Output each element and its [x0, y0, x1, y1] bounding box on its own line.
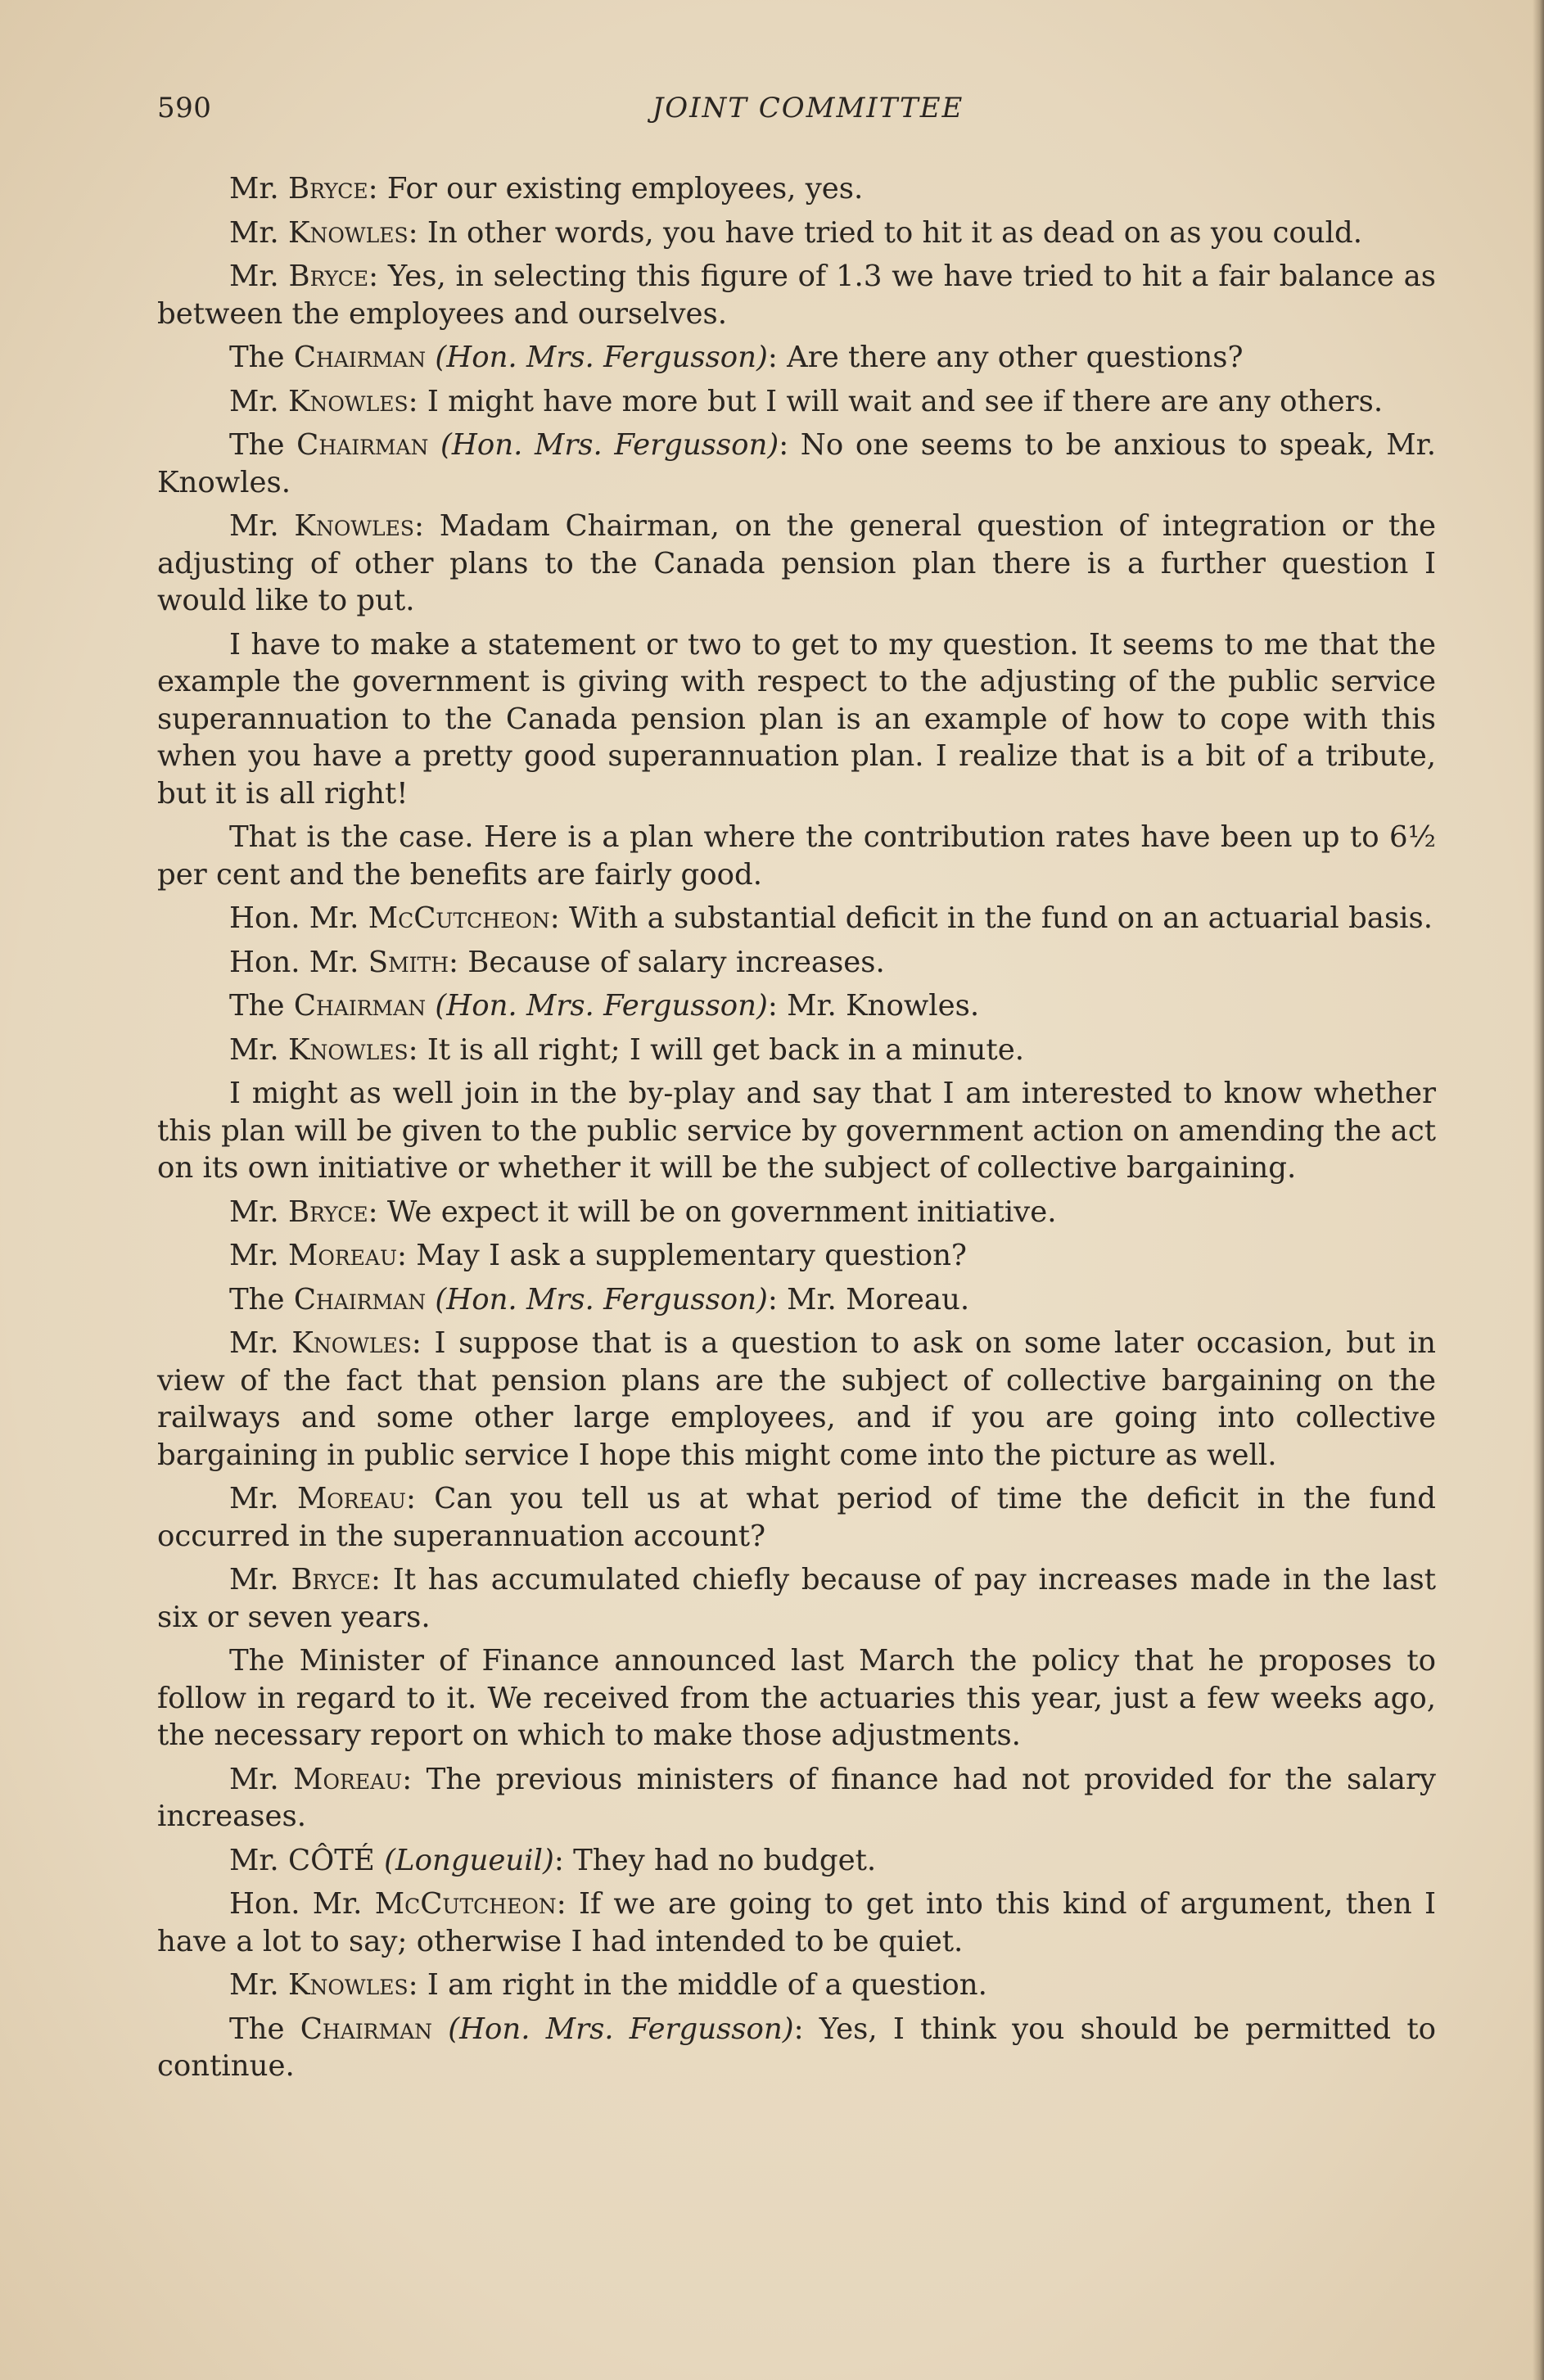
speaker-name: The Chairman	[229, 1282, 427, 1316]
paragraph-text: I have to make a statement or two to get to my question. It seems to me that the example the government is giving with respect to the adjusting of the public service superannuation to the Canada pension plan is an example of how to cope with this when you have a pretty good superannuation plan. I realize that is a bit of a tribute, but it is all right!	[157, 627, 1436, 811]
page-edge-shadow	[1533, 0, 1544, 2380]
speaker-qualifier: (Hon. Mrs. Fergusson)	[440, 428, 779, 462]
paragraph-text: With a substantial deficit in the fund on an actuarial basis.	[568, 901, 1433, 935]
running-head: JOINT COMMITTEE	[652, 92, 964, 124]
transcript-body	[157, 170, 1436, 2092]
speaker-name: The Chairman	[229, 341, 427, 374]
transcript-paragraph	[157, 626, 1436, 813]
paragraph-text: I am right in the middle of a question.	[427, 1968, 987, 2002]
transcript-paragraph: Mr. CÔTÉ (Longueuil): They had no budget.	[229, 1843, 877, 1877]
paragraph-text: It has accumulated chiefly because of pay increases made in the last six or seven years.	[157, 1563, 1436, 1634]
paragraph-text: That is the case. Here is a plan where the contribution rates have been up to 6½ per cent and the benefits are fairly good.	[157, 820, 1436, 892]
paragraph-text: I suppose that is a question to ask on some later occasion, but in view of the fact that pension plans are the subject of collective bargaining on the railways and some other large employees, and if you are going into collective bargaining in public service I hope this might come into the picture as well.	[157, 1326, 1436, 1472]
paragraph-text: We expect it will be on government initiative.	[386, 1195, 1057, 1229]
transcript-paragraph: Mr. Knowles: I might have more but I will wait and see if there are any others.	[229, 384, 1384, 418]
paragraph-text: For our existing employees, yes.	[386, 172, 864, 205]
paragraph-text: Mr. Moreau.	[787, 1282, 970, 1316]
transcript-paragraph: Mr. Knowles: I suppose that is a question to ask on some later occasion, but in view of the fact that pension plans are the subject of collective bargaining on the railways and some other large employees, and if you are going into collective bargaining in public service I hope this might come into the picture as well.	[157, 1326, 1436, 1472]
paragraph-text: No one seems to be anxious to speak, Mr. Knowles.	[157, 428, 1436, 499]
transcript-paragraph	[157, 819, 1436, 893]
transcript-paragraph: Hon. Mr. Smith: Because of salary increases.	[229, 945, 885, 979]
paragraph-text: Yes, in selecting this figure of 1.3 we have tried to hit a fair balance as between the employees and ourselves.	[157, 260, 1436, 331]
speaker-name: Mr. Moreau	[229, 1482, 406, 1515]
speaker-name: Mr. Knowles	[229, 1326, 412, 1360]
transcript-paragraph: The Chairman (Hon. Mrs. Fergusson): No one seems to be anxious to speak, Mr. Knowles.	[157, 428, 1436, 499]
transcript-paragraph: Mr. Bryce: We expect it will be on government initiative.	[229, 1195, 1057, 1229]
speaker-name: Mr. Knowles	[229, 1032, 409, 1067]
paragraph-text: Mr. Knowles.	[787, 989, 980, 1023]
speaker-qualifier: (Hon. Mrs. Fergusson)	[435, 989, 768, 1023]
transcript-paragraph: Mr. Knowles: In other words, you have tried to hit it as dead on as you could.	[229, 215, 1362, 250]
transcript-paragraph: Mr. Bryce: Yes, in selecting this figure of 1.3 we have tried to hit a fair balance as between the employees and ourselves.	[157, 260, 1436, 331]
speaker-name: Mr. Knowles	[229, 509, 414, 543]
transcript-paragraph: Mr. Knowles: It is all right; I will get back in a minute.	[229, 1032, 1024, 1067]
transcript-paragraph: Mr. Moreau: The previous ministers of finance had not provided for the salary increases.	[157, 1762, 1436, 1833]
speaker-name: Mr. CÔTÉ	[229, 1843, 375, 1877]
transcript-paragraph: Mr. Knowles: I am right in the middle of a question.	[229, 1968, 987, 2002]
speaker-qualifier: (Hon. Mrs. Fergusson)	[435, 1282, 768, 1316]
speaker-name: The Chairman	[229, 2012, 433, 2046]
transcript-paragraph: The Chairman (Hon. Mrs. Fergusson): Mr. Knowles.	[229, 989, 980, 1023]
speaker-name: Mr. Bryce	[229, 172, 368, 205]
speaker-name: Mr. Bryce	[229, 1195, 368, 1229]
paragraph-text: I might as well join in the by-play and say that I am interested to know whether this plan will be given to the public service by government action on amending the act on its own initiative or whether it will be the subject of collective bargaining.	[157, 1077, 1436, 1185]
transcript-paragraph: The Chairman (Hon. Mrs. Fergusson): Mr. Moreau.	[229, 1282, 970, 1316]
page-header	[157, 92, 1459, 133]
paragraph-text: If we are going to get into this kind of argument, then I have a lot to say; otherwise I had intended to be quiet.	[157, 1887, 1436, 1958]
paragraph-text: The previous ministers of finance had not provided for the salary increases.	[157, 1762, 1436, 1833]
paragraph-text: In other words, you have tried to hit it as dead on as you could.	[427, 215, 1362, 250]
paragraph-text: I might have more but I will wait and see if there are any others.	[427, 384, 1384, 418]
paragraph-text: Madam Chairman, on the general question of integration or the adjusting of other plans to the Canada pension plan there is a further question I would like to put.	[157, 509, 1436, 617]
speaker-name: Mr. Knowles	[229, 215, 409, 250]
speaker-name: Mr. Moreau	[229, 1239, 398, 1272]
transcript-paragraph: Mr. Knowles: Madam Chairman, on the general question of integration or the adjusting of other plans to the Canada pension plan there is a further question I would like to put.	[157, 509, 1436, 617]
paragraph-text: Yes, I think you should be permitted to continue.	[157, 2012, 1437, 2083]
transcript-paragraph: The Chairman (Hon. Mrs. Fergusson): Are there any other questions?	[229, 341, 1244, 374]
transcript-paragraph: Mr. Bryce: It has accumulated chiefly because of pay increases made in the last six or seven years.	[157, 1563, 1436, 1634]
transcript-paragraph: Hon. Mr. McCutcheon: If we are going to get into this kind of argument, then I have a lot to say; otherwise I had intended to be quiet.	[157, 1887, 1436, 1958]
speaker-name: Hon. Mr. Smith	[229, 945, 449, 979]
speaker-name: The Chairman	[229, 428, 429, 462]
speaker-name: Mr. Knowles	[229, 384, 409, 418]
transcript-paragraph	[157, 1642, 1436, 1755]
speaker-qualifier: (Longueuil)	[384, 1843, 554, 1877]
paragraph-text: They had no budget.	[573, 1843, 877, 1877]
transcript-paragraph: The Chairman (Hon. Mrs. Fergusson): Yes, I think you should be permitted to continue.	[157, 2012, 1437, 2083]
page-number: 590	[157, 92, 212, 124]
paragraph-text: May I ask a supplementary question?	[416, 1239, 967, 1272]
transcript-paragraph: Mr. Bryce: For our existing employees, yes.	[229, 172, 864, 205]
transcript-paragraph: Mr. Moreau: May I ask a supplementary question?	[229, 1239, 967, 1272]
speaker-name: Hon. Mr. McCutcheon	[229, 901, 550, 935]
paragraph-text: Are there any other questions?	[787, 341, 1244, 374]
speaker-name: Mr. Knowles	[229, 1968, 409, 2002]
paragraph-text: The Minister of Finance announced last March the policy that he proposes to follow in regard to it. We received from the actuaries this year, just a few weeks ago, the necessary report on which to make those adjustments.	[157, 1644, 1436, 1752]
speaker-qualifier: (Hon. Mrs. Fergusson)	[435, 341, 768, 374]
paragraph-text: Because of salary increases.	[467, 945, 885, 979]
transcript-paragraph: Hon. Mr. McCutcheon: With a substantial deficit in the fund on an actuarial basis.	[229, 901, 1433, 935]
transcript-paragraph: Mr. Moreau: Can you tell us at what period of time the deficit in the fund occurred in the superannuation account?	[157, 1482, 1437, 1553]
speaker-name: Mr. Moreau	[229, 1762, 403, 1796]
speaker-name: Mr. Bryce	[229, 1563, 372, 1596]
speaker-qualifier: (Hon. Mrs. Fergusson)	[448, 2012, 794, 2046]
speaker-name: The Chairman	[229, 989, 427, 1023]
speaker-name: Hon. Mr. McCutcheon	[229, 1887, 557, 1921]
paragraph-text: Can you tell us at what period of time the deficit in the fund occurred in the superannuation account?	[157, 1482, 1437, 1553]
transcript-paragraph	[157, 1075, 1436, 1187]
speaker-name: Mr. Bryce	[229, 260, 369, 293]
paragraph-text: It is all right; I will get back in a minute.	[427, 1032, 1024, 1067]
